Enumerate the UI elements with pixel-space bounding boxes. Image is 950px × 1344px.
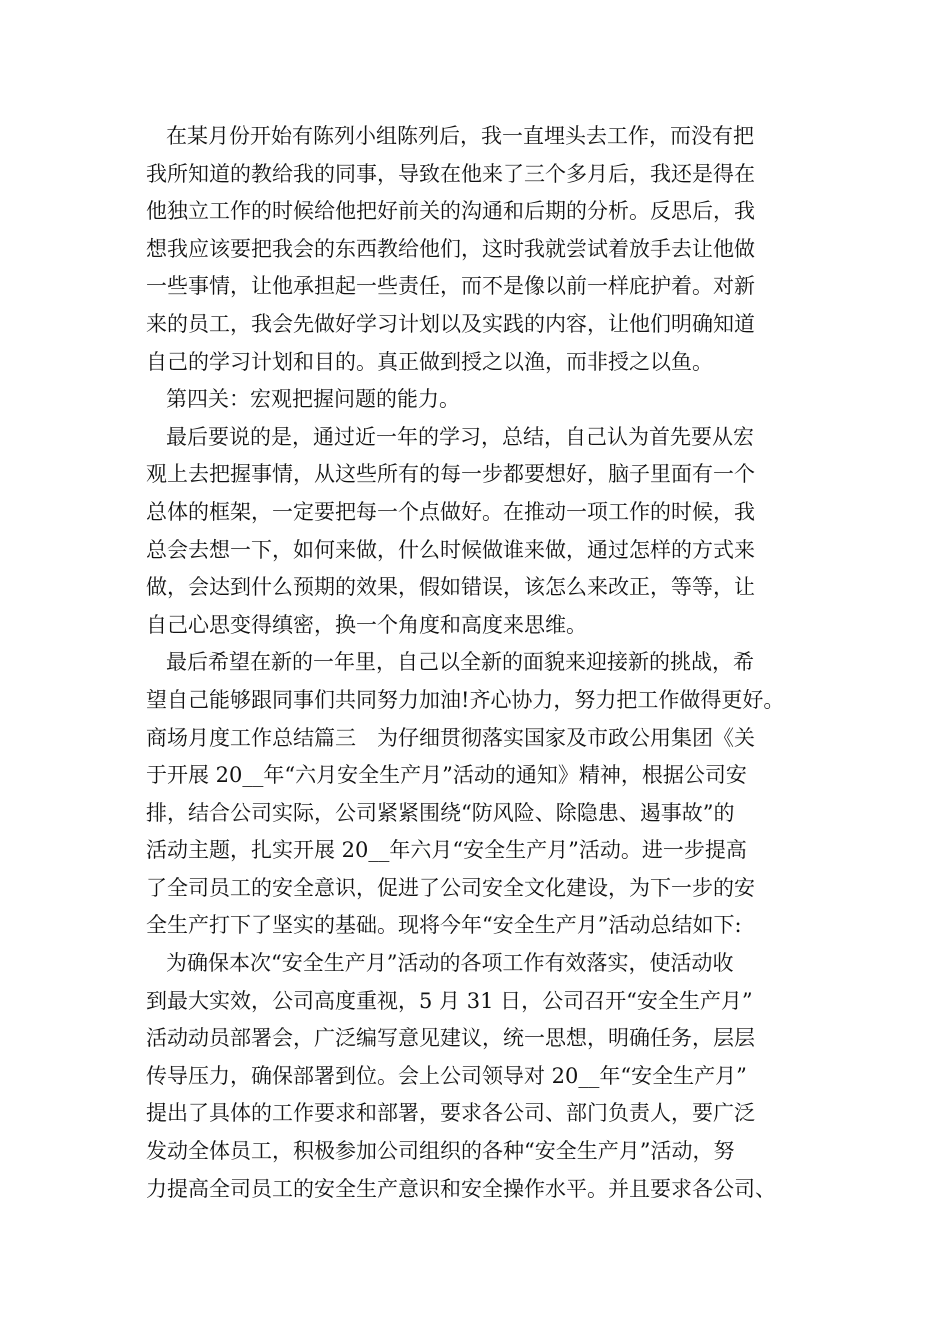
text-line: 想我应该要把我会的东西教给他们，这时我就尝试着放手去让他做	[146, 236, 755, 261]
text-line: 第四关：宏观把握问题的能力。	[166, 387, 460, 412]
text-line: 全生产打下了坚实的基础。现将今年“安全生产月”活动总结如下:	[146, 913, 742, 938]
text-line: 观上去把握事情，从这些所有的每一步都要想好，脑子里面有一个	[146, 462, 755, 487]
text-line: 最后要说的是，通过近一年的学习，总结，自己认为首先要从宏	[166, 424, 754, 449]
text-line: 活动主题，扎实开展 20__年六月“安全生产月”活动。进一步提高	[146, 838, 747, 863]
text-line: 活动动员部署会，广泛编写意见建议，统一思想，明确任务，层层	[146, 1026, 755, 1051]
text-line: 他独立工作的时候给他把好前关的沟通和后期的分析。反思后，我	[146, 199, 755, 224]
text-line: 来的员工，我会先做好学习计划以及实践的内容，让他们明确知道	[146, 311, 755, 336]
text-line: 了全司员工的安全意识，促进了公司安全文化建设，为下一步的安	[146, 875, 755, 900]
text-line: 商场月度工作总结篇三 为仔细贯彻落实国家及市政公用集团《关	[146, 725, 755, 750]
text-line: 自己心思变得缜密，换一个角度和高度来思维。	[146, 612, 587, 637]
text-line: 自己的学习计划和目的。真正做到授之以渔，而非授之以鱼。	[146, 349, 713, 374]
text-line: 望自己能够跟同事们共同努力加油!齐心协力，努力把工作做得更好。	[146, 687, 785, 712]
text-line: 为确保本次“安全生产月”活动的各项工作有效落实，使活动收	[166, 951, 734, 976]
text-line: 于开展 20__年“六月安全生产月”活动的通知》精神，根据公司安	[146, 763, 747, 788]
text-line: 总会去想一下，如何来做，什么时候做谁来做，通过怎样的方式来	[146, 537, 755, 562]
text-line: 一些事情，让他承担起一些责任，而不是像以前一样庇护着。对新	[146, 274, 755, 299]
text-line: 发动全体员工，积极参加公司组织的各种“安全生产月”活动，努	[146, 1139, 735, 1164]
text-line: 总体的框架，一定要把每一个点做好。在推动一项工作的时候，我	[146, 499, 755, 524]
text-line: 我所知道的教给我的同事，导致在他来了三个多月后，我还是得在	[146, 161, 755, 186]
document-body	[146, 118, 836, 1208]
text-line: 做，会达到什么预期的效果，假如错误，该怎么来改正，等等，让	[146, 575, 755, 600]
text-line: 最后希望在新的一年里，自己以全新的面貌来迎接新的挑战，希	[166, 650, 754, 675]
text-line: 排，结合公司实际，公司紧紧围绕“防风险、除隐患、遏事故”的	[146, 800, 735, 825]
text-line: 提出了具体的工作要求和部署，要求各公司、部门负责人，要广泛	[146, 1101, 755, 1126]
text-line: 传导压力，确保部署到位。会上公司领导对 20__年“安全生产月”	[146, 1063, 747, 1088]
text-line: 在某月份开始有陈列小组陈列后，我一直埋头去工作，而没有把	[166, 124, 754, 148]
text-line: 到最大实效，公司高度重视，5 月 31 日，公司召开“安全生产月”	[146, 988, 753, 1013]
text-line: 力提高全司员工的安全生产意识和安全操作水平。并且要求各公司、	[146, 1176, 776, 1201]
